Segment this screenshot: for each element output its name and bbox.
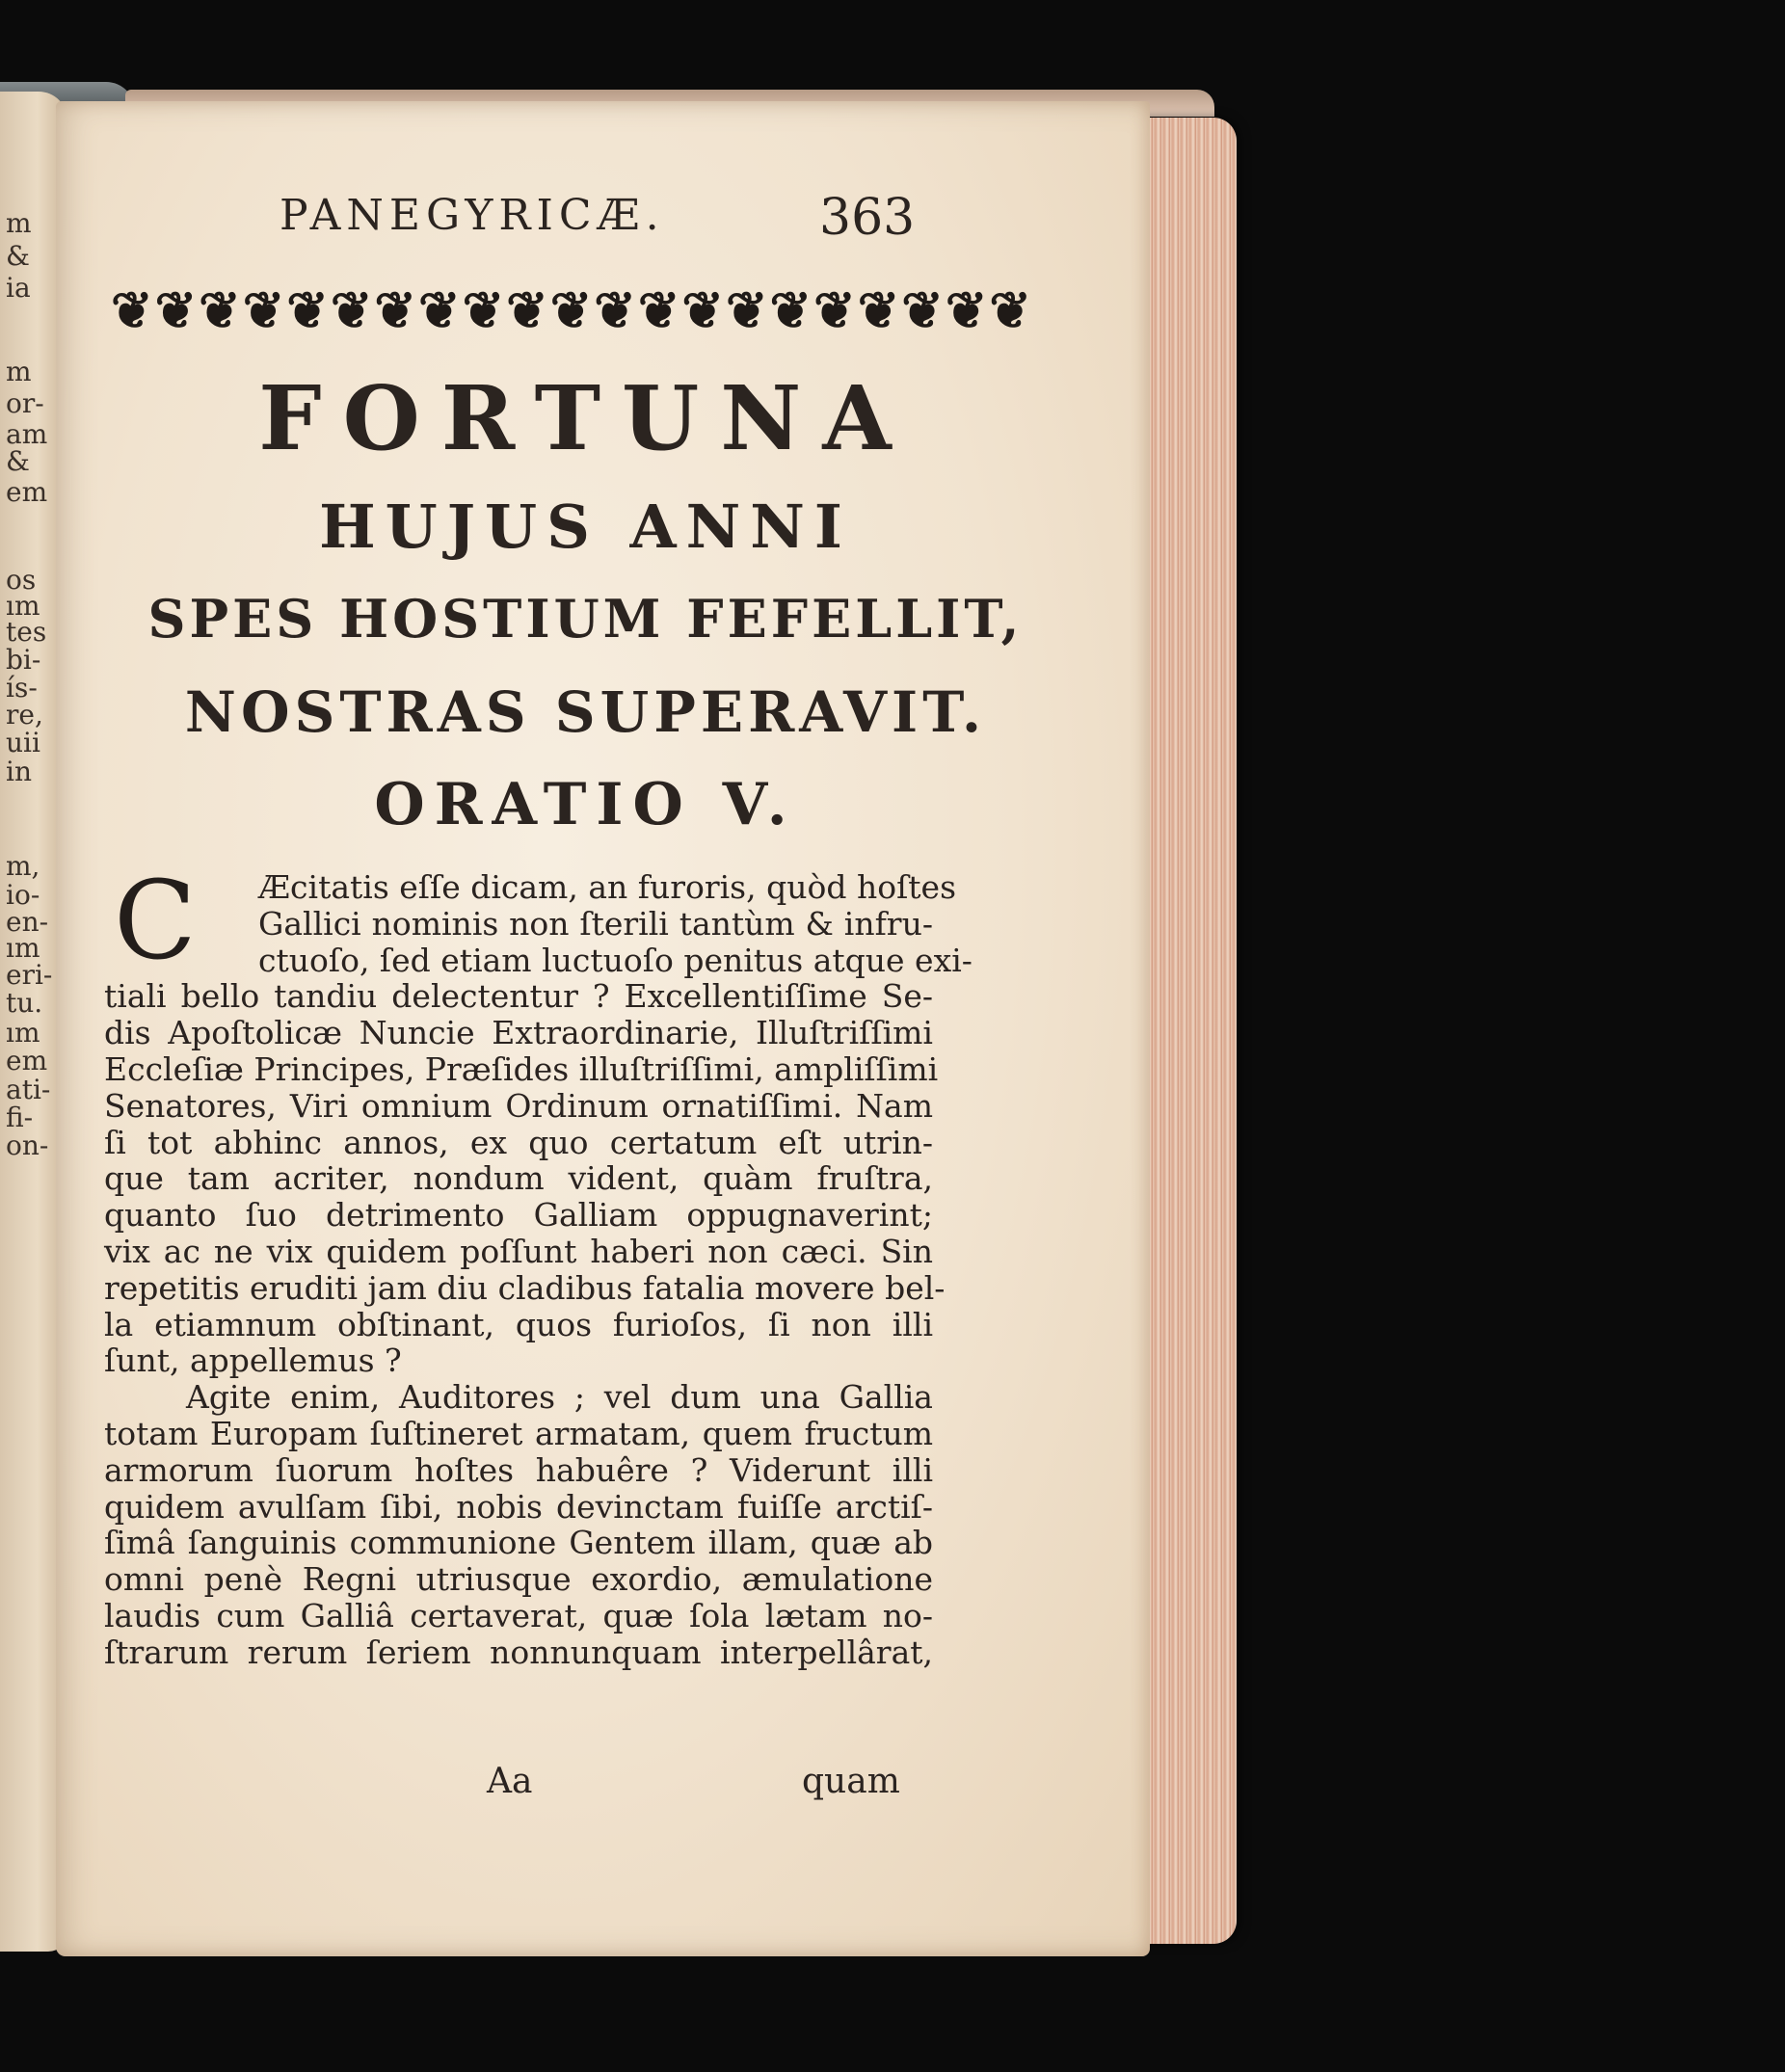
left-page-fragment: on-: [6, 1129, 49, 1161]
left-page-fragment: os: [6, 564, 37, 596]
left-page-fragment: &: [6, 445, 30, 477]
running-head: PANEGYRICÆ.: [280, 191, 665, 240]
text-line: ctuoſo, ſed etiam luctuoſo penitus atque exi-: [258, 941, 972, 979]
text-line: Agite enim, Auditores ; vel dum una Gallia: [186, 1378, 933, 1417]
page-stack-edge: [1135, 118, 1237, 1944]
text-line: Eccleſiæ Principes, Præſides illuſtriſſimi, ampliſſimi: [104, 1049, 939, 1088]
text-line: totam Europam ſuſtineret armatam, quem fructum: [104, 1414, 933, 1452]
text-line: ſimâ ſanguinis communione Gentem illam, quæ ab: [104, 1524, 933, 1562]
left-page-fragment: re,: [6, 699, 43, 731]
left-page-fragment: ís-: [6, 672, 38, 704]
left-page-fragment: fi-: [6, 1102, 34, 1133]
left-page-fragment: ım: [6, 932, 40, 964]
left-page-fragment: en-: [6, 906, 49, 938]
text-line: ſtrarum rerum ſeriem nonnunquam interpellârat,: [104, 1633, 933, 1671]
left-page-fragment: ati-: [6, 1074, 51, 1105]
text-line: omni penè Regni utriusque exordio, æmulatione: [104, 1560, 933, 1599]
left-page-fragment: ım: [6, 1017, 40, 1049]
page-number: 363: [819, 189, 916, 247]
text-line: Gallici nominis non ſterili tantùm & infru-: [258, 904, 933, 943]
left-page-fragment: m: [6, 207, 32, 239]
left-page-fragment: or-: [6, 387, 44, 419]
text-line: armorum ſuorum hoſtes habuêre ? Viderunt illi: [104, 1450, 933, 1489]
text-line: Æcitatis eſſe dicam, an furoris, quòd hoſtes: [258, 868, 957, 906]
title-line-3: SPES HOSTIUM FEFELLIT,: [147, 588, 1024, 650]
title-line-2: HUJUS ANNI: [319, 491, 852, 562]
left-page-fragment: am: [6, 418, 48, 450]
text-line: laudis cum Galliâ certaverat, quæ ſola lætam no-: [104, 1596, 933, 1634]
signature-mark: Aa: [487, 1762, 533, 1801]
left-page-fragment: m: [6, 356, 32, 387]
text-line: quidem avulſam ſibi, nobis devinctam fuiſſe arctiſ-: [104, 1487, 933, 1526]
text-line: dis Apoſtolicæ Nuncie Extraordinarie, Illuſtriſſimi: [104, 1014, 933, 1052]
left-page-fragment: em: [6, 1045, 48, 1076]
text-line: repetitis eruditi jam diu cladibus fatalia movere bel-: [104, 1268, 946, 1307]
left-page-fragment: tes: [6, 616, 47, 648]
text-line: quanto ſuo detrimento Galliam oppugnaverint;: [104, 1196, 933, 1235]
text-line: que tam acriter, nondum vident, quàm fruſtra,: [104, 1159, 933, 1198]
title-line-1: FORTUNA: [258, 366, 913, 470]
catchword: quam: [802, 1762, 900, 1801]
left-page-fragment: m,: [6, 850, 40, 882]
text-line: ſunt, appellemus ?: [104, 1341, 402, 1380]
left-page-fragment: eri-: [6, 959, 53, 991]
text-line: vix ac ne vix quidem poſſunt haberi non cæci. Sin: [104, 1232, 933, 1270]
ornament-band: ❦❦❦❦❦❦❦❦❦❦❦❦❦❦❦❦❦❦❦❦❦: [111, 281, 1033, 340]
text-line: Senatores, Viri omnium Ordinum ornatiſſimi. Nam: [104, 1086, 933, 1125]
body-text: [104, 859, 972, 1671]
title-line-5: ORATIO V.: [374, 771, 797, 838]
left-page-fragment: tu.: [6, 987, 43, 1019]
text-line: ſi tot abhinc annos, ex quo certatum eſt utrin-: [104, 1123, 933, 1161]
text-line: la etiamnum obſtinant, quos furioſos, ſi non illi: [104, 1305, 933, 1343]
left-page-fragment: ım: [6, 590, 40, 622]
left-page-fragment: em: [6, 476, 48, 508]
left-page-fragment: uii: [6, 727, 40, 758]
text-line: tiali bello tandiu delectentur ? Excellentiſſime Se-: [104, 977, 933, 1016]
left-page-fragment: bi-: [6, 644, 41, 676]
left-page-fragment: in: [6, 756, 32, 787]
left-page-fragment: &: [6, 240, 30, 272]
left-page-fragment: io-: [6, 879, 40, 911]
left-page-fragment: ia: [6, 272, 31, 304]
drop-cap: C: [114, 859, 197, 984]
title-line-4: NOSTRAS SUPERAVIT.: [184, 679, 987, 745]
